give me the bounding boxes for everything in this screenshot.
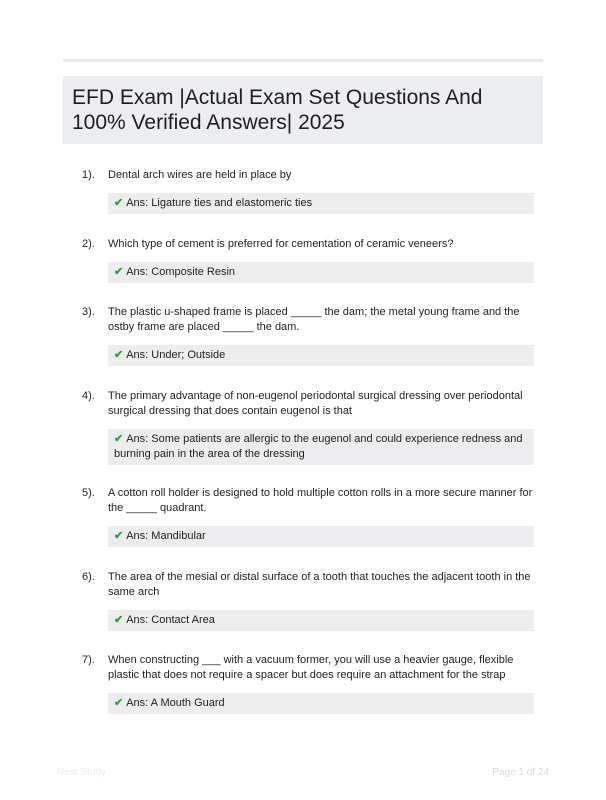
question-text: Dental arch wires are held in place by xyxy=(108,169,292,181)
question-number: 2). xyxy=(82,238,95,250)
answer-box xyxy=(108,429,534,465)
question-2 xyxy=(82,237,542,283)
answer-box xyxy=(108,193,534,214)
question-1 xyxy=(82,168,542,214)
check-icon: ✔ xyxy=(114,433,124,445)
question-text: A cotton roll holder is designed to hold multiple cotton rolls in a more secure manner for the _____ quadrant. xyxy=(108,487,533,514)
answer-text: Ans: Under; Outside xyxy=(126,349,226,361)
check-icon: ✔ xyxy=(114,614,124,626)
answer-box xyxy=(108,693,534,714)
check-icon: ✔ xyxy=(114,349,124,361)
question-text: The primary advantage of non-eugenol periodontal surgical dressing over periodontal surgical dressing that does contain eugenol is that xyxy=(108,390,523,417)
top-divider xyxy=(63,59,543,62)
answer-box xyxy=(108,262,534,283)
question-number: 5). xyxy=(82,487,95,499)
question-number: 6). xyxy=(82,571,95,583)
question-number: 3). xyxy=(82,306,95,318)
answer-box xyxy=(108,610,534,631)
page-indicator: Page 1 of 24 xyxy=(492,767,549,778)
answer-text: Ans: A Mouth Guard xyxy=(126,697,225,709)
question-text: The plastic u-shaped frame is placed _____ the dam; the metal young frame and the ostby frame are placed _____ the dam. xyxy=(108,306,520,333)
check-icon: ✔ xyxy=(114,530,124,542)
question-7 xyxy=(82,653,542,714)
question-text: The area of the mesial or distal surface of a tooth that touches the adjacent tooth in the same arch xyxy=(108,571,531,598)
question-number: 4). xyxy=(82,390,95,402)
answer-box xyxy=(108,526,534,547)
document-title: EFD Exam |Actual Exam Set Questions And 100% Verified Answers| 2025 xyxy=(72,86,483,134)
answer-text: Ans: Composite Resin xyxy=(126,266,236,278)
question-4 xyxy=(82,389,542,465)
check-icon: ✔ xyxy=(114,697,124,709)
question-number: 7). xyxy=(82,654,95,666)
check-icon: ✔ xyxy=(114,197,124,209)
answer-text: Ans: Mandibular xyxy=(126,530,206,542)
check-icon: ✔ xyxy=(114,266,124,278)
title-banner xyxy=(63,76,543,144)
answer-text: Ans: Ligature ties and elastomeric ties xyxy=(126,197,313,209)
question-3 xyxy=(82,305,542,366)
answer-text: Ans: Contact Area xyxy=(126,614,215,626)
answer-text: Ans: Some patients are allergic to the eugenol and could experience redness and burning pain in the area of the dressing xyxy=(114,433,523,460)
footer-brand: Nest Study xyxy=(57,767,106,778)
question-text: Which type of cement is preferred for cementation of ceramic veneers? xyxy=(108,238,454,250)
answer-box xyxy=(108,345,534,366)
question-5 xyxy=(82,486,542,547)
question-text: When constructing ___ with a vacuum former, you will use a heavier gauge, flexible plastic that does not require a spacer but does require an attachment for the strap xyxy=(108,654,514,681)
question-number: 1). xyxy=(82,169,95,181)
question-6 xyxy=(82,570,542,631)
